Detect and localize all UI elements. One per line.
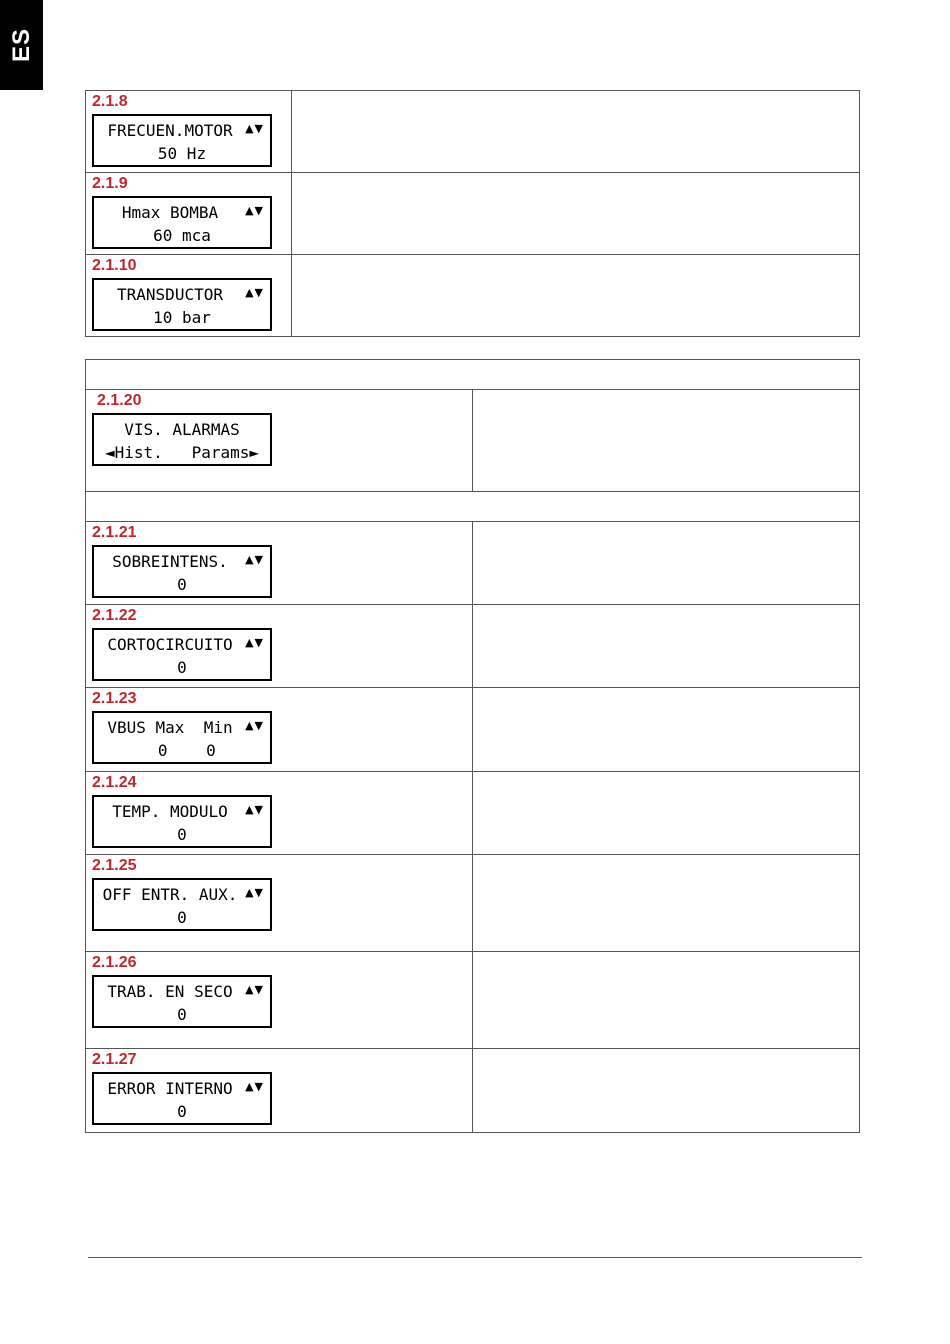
- lcd-display: [92, 196, 272, 249]
- lcd-line-1: CORTOCIRCUITO: [107, 635, 233, 654]
- lcd-line-1: SOBREINTENS.: [112, 552, 228, 571]
- up-down-arrows-icon: ▲▼: [245, 983, 264, 996]
- menu-code: 2.1.23: [92, 690, 137, 707]
- up-down-arrows-icon: ▲▼: [245, 886, 264, 899]
- menu-row: [86, 605, 860, 688]
- up-down-arrows-icon: ▲▼: [245, 719, 264, 732]
- section-header-cell: [86, 360, 860, 390]
- menu-code: 2.1.25: [92, 857, 137, 874]
- menu-description-cell: [473, 390, 860, 492]
- lcd-line-1: TRANSDUCTOR: [117, 285, 223, 304]
- section-header-row: [86, 492, 860, 522]
- menu-code-cell: [86, 173, 292, 255]
- up-down-arrows-icon: ▲▼: [245, 1080, 264, 1093]
- menu-code: 2.1.8: [92, 93, 128, 110]
- menu-row: [86, 855, 860, 952]
- menu-code: 2.1.21: [92, 524, 137, 541]
- lcd-line-2: 50 Hz: [157, 144, 207, 163]
- menu-code: 2.1.26: [92, 954, 137, 971]
- lcd-line-2: ◄Hist. Params►: [104, 443, 260, 462]
- menu-row: [86, 772, 860, 855]
- menu-code-cell: [86, 772, 473, 855]
- menu-code-cell: [86, 952, 473, 1049]
- up-down-arrows-icon: ▲▼: [245, 204, 264, 217]
- menu-description-cell: [292, 91, 860, 173]
- menu-description-cell: [473, 952, 860, 1049]
- menu-code-cell: [86, 390, 473, 492]
- up-down-arrows-icon: ▲▼: [245, 803, 264, 816]
- lcd-display: [92, 975, 272, 1028]
- lcd-line-1: VIS. ALARMAS: [124, 420, 240, 439]
- menu-description-cell: [473, 605, 860, 688]
- lcd-line-2: 0: [177, 658, 187, 677]
- menu-code: 2.1.20: [97, 392, 142, 409]
- menu-table-1: [85, 90, 860, 337]
- lcd-line-1: VBUS Max Min: [107, 718, 233, 737]
- menu-row: [86, 91, 860, 173]
- language-label: ES: [7, 27, 35, 63]
- menu-code: 2.1.27: [92, 1051, 137, 1068]
- menu-row: [86, 522, 860, 605]
- menu-table-2: [85, 359, 860, 1133]
- up-down-arrows-icon: ▲▼: [245, 122, 264, 135]
- menu-code: 2.1.10: [92, 257, 137, 274]
- menu-description-cell: [473, 772, 860, 855]
- menu-code: 2.1.22: [92, 607, 137, 624]
- menu-code-cell: [86, 522, 473, 605]
- menu-description-cell: [473, 522, 860, 605]
- lcd-line-1: TRAB. EN SECO: [107, 982, 233, 1001]
- lcd-display: [92, 278, 272, 331]
- lcd-line-1: TEMP. MODULO: [112, 802, 228, 821]
- lcd-line-1: FRECUEN.MOTOR: [107, 121, 233, 140]
- menu-row: [86, 173, 860, 255]
- lcd-display: [92, 711, 272, 764]
- menu-code-cell: [86, 255, 292, 337]
- lcd-line-1: OFF ENTR. AUX.: [102, 885, 238, 904]
- lcd-line-2: 0 0: [148, 741, 216, 760]
- footer-divider: [88, 1257, 862, 1258]
- lcd-display: [92, 878, 272, 931]
- lcd-display: [92, 628, 272, 681]
- menu-code-cell: [86, 855, 473, 952]
- lcd-line-1: Hmax BOMBA: [121, 203, 219, 222]
- menu-description-cell: [473, 688, 860, 772]
- lcd-line-2: 0: [177, 1005, 187, 1024]
- language-tab: [0, 0, 43, 90]
- lcd-display: [92, 1072, 272, 1125]
- menu-description-cell: [292, 173, 860, 255]
- menu-row-alarm: [86, 390, 860, 492]
- lcd-line-2: 0: [177, 575, 187, 594]
- menu-row: [86, 952, 860, 1049]
- lcd-line-2: 0: [177, 1102, 187, 1121]
- up-down-arrows-icon: ▲▼: [245, 553, 264, 566]
- lcd-display: [92, 413, 272, 466]
- lcd-line-1: ERROR INTERNO: [107, 1079, 233, 1098]
- lcd-display: [92, 114, 272, 167]
- menu-code-cell: [86, 1049, 473, 1133]
- menu-code-cell: [86, 91, 292, 173]
- menu-code: 2.1.24: [92, 774, 137, 791]
- up-down-arrows-icon: ▲▼: [245, 636, 264, 649]
- section-header-row: [86, 360, 860, 390]
- menu-description-cell: [473, 1049, 860, 1133]
- menu-description-cell: [292, 255, 860, 337]
- menu-code-cell: [86, 688, 473, 772]
- menu-row: [86, 688, 860, 772]
- lcd-line-2: 0: [177, 825, 187, 844]
- lcd-line-2: 60 mca: [153, 226, 211, 245]
- menu-code-cell: [86, 605, 473, 688]
- up-down-arrows-icon: ▲▼: [245, 286, 264, 299]
- lcd-line-2: 10 bar: [153, 308, 211, 327]
- section-header-cell: [86, 492, 860, 522]
- lcd-display: [92, 545, 272, 598]
- lcd-display: [92, 795, 272, 848]
- menu-row: [86, 255, 860, 337]
- menu-description-cell: [473, 855, 860, 952]
- menu-code: 2.1.9: [92, 175, 128, 192]
- lcd-line-2: 0: [177, 908, 187, 927]
- menu-row: [86, 1049, 860, 1133]
